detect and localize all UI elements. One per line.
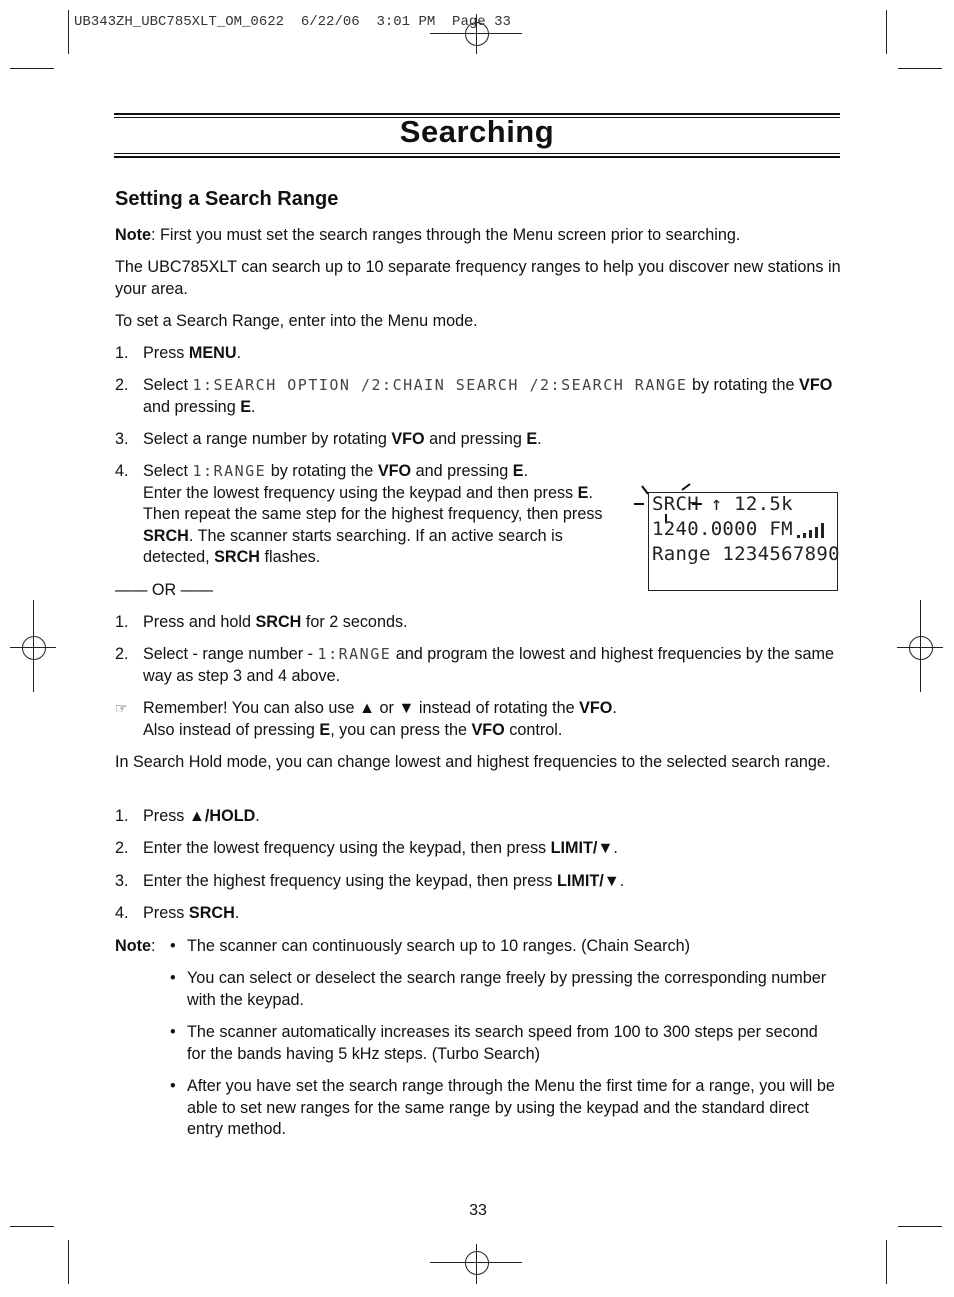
note-bullet: • You can select or deselect the search range freely by pressing the corresponding number with the keypad.: [170, 969, 827, 1009]
crop-mark: [898, 68, 942, 69]
menu-intro-paragraph: To set a Search Range, enter into the Menu mode.: [115, 312, 478, 330]
flash-indicator-icon: [630, 482, 710, 522]
step-b2: 2. Select - range number - 1:RANGE and program the lowest and highest frequencies by the same way as step 3 and 4 above.: [115, 645, 834, 685]
signal-strength-icon: [795, 520, 831, 540]
title-rule-bottom-thin: [114, 153, 840, 154]
pointing-hand-icon: ☞: [115, 700, 128, 716]
lcd-line-3: Range 1234567890: [652, 543, 840, 565]
section-heading: Setting a Search Range: [115, 188, 339, 210]
crop-mark: [886, 10, 887, 54]
registration-mark: [33, 600, 34, 692]
lcd-line-1: SRCH ↑ 12.5k: [652, 493, 793, 515]
print-slug: UB343ZH_UBC785XLT_OM_0622 6/22/06 3:01 PM Page 33: [74, 14, 511, 30]
registration-mark: [920, 600, 921, 692]
title-rule-bottom: [114, 156, 840, 158]
crop-mark: [10, 68, 54, 69]
page-title: Searching: [399, 114, 555, 149]
crop-mark: [68, 1240, 69, 1284]
step-c2: 2. Enter the lowest frequency using the keypad, then press LIMIT/▼.: [115, 839, 618, 857]
registration-mark: [22, 636, 46, 660]
registration-mark: [465, 1251, 489, 1275]
remember-tip: ☞ Remember! You can also use ▲ or ▼ instead of rotating the VFO. Also instead of pressing E, you can press the VFO control.: [115, 699, 617, 739]
crop-mark: [898, 1226, 942, 1227]
note-bullet: • After you have set the search range through the Menu the first time for a range, you will be able to set new ranges for the same range by using the keypad and the standard direct entry method.: [170, 1077, 835, 1138]
registration-mark: [909, 636, 933, 660]
lcd-line-2: 1240.0000 FM: [652, 518, 793, 540]
step-c1: 1. Press ▲/HOLD.: [115, 807, 260, 825]
step-a1: 1. Press MENU.: [115, 344, 242, 362]
note-bullet: • The scanner can continuously search up to 10 ranges. (Chain Search): [170, 937, 690, 955]
crop-mark: [10, 1226, 54, 1227]
note-paragraph: Note: First you must set the search ranges through the Menu screen prior to searching.: [115, 226, 741, 244]
step-c4: 4. Press SRCH.: [115, 904, 240, 922]
search-hold-paragraph: In Search Hold mode, you can change lowest and highest frequencies to the selected search range.: [115, 753, 831, 771]
note-label: Note:: [115, 937, 156, 955]
or-separator: —— OR ——: [115, 581, 214, 599]
step-b1: 1. Press and hold SRCH for 2 seconds.: [115, 613, 408, 631]
step-c3: 3. Enter the highest frequency using the keypad, then press LIMIT/▼.: [115, 872, 625, 890]
crop-mark: [886, 1240, 887, 1284]
intro-paragraph: The UBC785XLT can search up to 10 separate frequency ranges to help you discover new stations in your area.: [115, 258, 841, 298]
page-number: 33: [469, 1202, 487, 1219]
step-a3: 3. Select a range number by rotating VFO and pressing E.: [115, 430, 542, 448]
note-bullet: • The scanner automatically increases its search speed from 100 to 300 steps per second for the bands having 5 kHz steps. (Turbo Search): [170, 1023, 818, 1063]
step-a2: 2. Select 1:SEARCH OPTION /2:CHAIN SEARCH /2:SEARCH RANGE by rotating the VFO and pressing E.: [115, 376, 833, 416]
crop-mark: [68, 10, 69, 54]
step-a4: 4. Select 1:RANGE by rotating the VFO and pressing E. Enter the lowest frequency using the keypad and then press E. Then repeat the same step for the highest frequency, then press SRCH. The scanner starts searching. If an active search is detected, SRCH flashes.: [115, 462, 603, 566]
registration-mark: [476, 1244, 477, 1284]
